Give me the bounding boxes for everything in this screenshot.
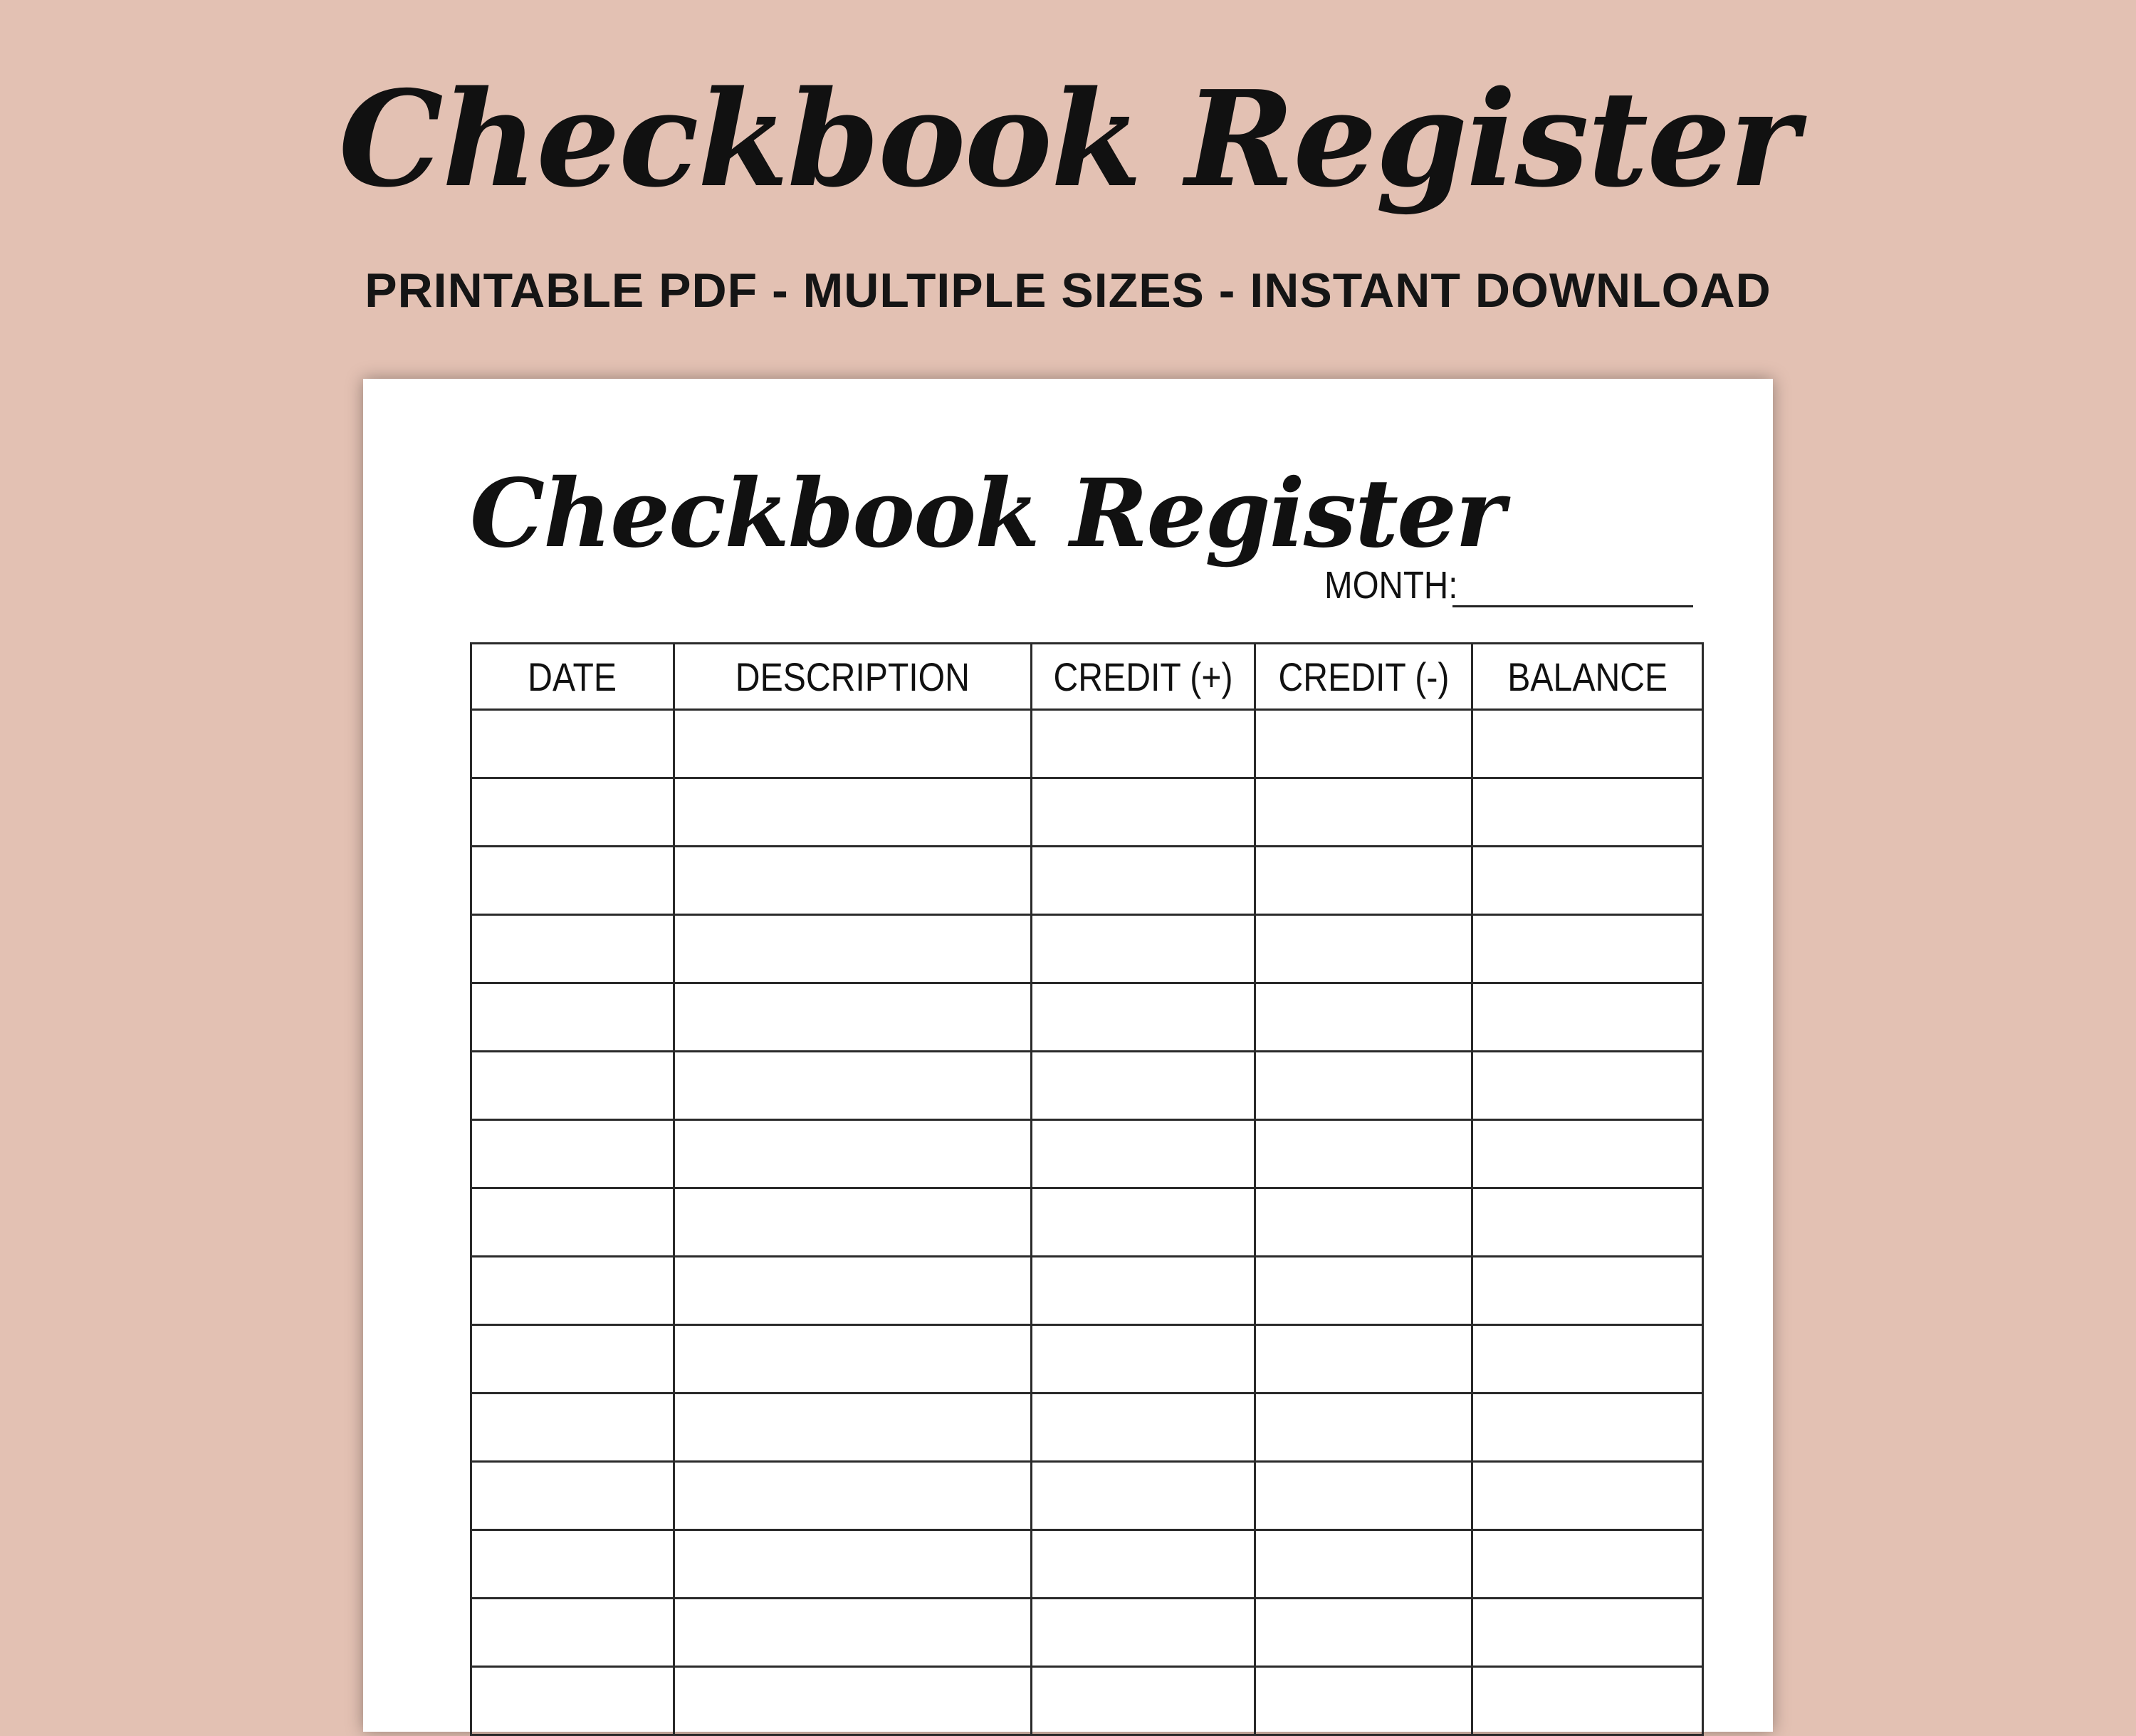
banner-subtitle: PRINTABLE PDF - MULTIPLE SIZES - INSTANT DOWNLOAD [365, 263, 1771, 318]
table-cell [1472, 1325, 1703, 1393]
table-cell [471, 1052, 674, 1120]
month-label: MONTH: [1324, 564, 1458, 607]
table-cell [674, 710, 1032, 778]
table-row [471, 1530, 1703, 1599]
table-cell [1472, 1188, 1703, 1257]
table-cell [674, 915, 1032, 983]
table-row [471, 1599, 1703, 1667]
table-cell [1255, 710, 1472, 778]
table-row [471, 1325, 1703, 1393]
table-cell [471, 847, 674, 915]
table-cell [1032, 915, 1255, 983]
sheet-title: Checkbook Register [470, 459, 1504, 569]
table-cell [471, 778, 674, 847]
register-table [470, 642, 1704, 1736]
table-cell [1032, 1120, 1255, 1188]
table-cell [471, 1530, 674, 1599]
table-cell [471, 1462, 674, 1530]
table-cell [1472, 983, 1703, 1052]
table-cell [1255, 1393, 1472, 1462]
table-cell [1032, 1052, 1255, 1120]
table-cell [471, 1667, 674, 1735]
table-cell [471, 1120, 674, 1188]
table-cell [1032, 710, 1255, 778]
table-cell [1032, 1530, 1255, 1599]
table-cell [1472, 1052, 1703, 1120]
banner-title: Checkbook Register [338, 61, 1798, 216]
table-cell [1255, 1120, 1472, 1188]
table-cell [1472, 1530, 1703, 1599]
table-cell [674, 1599, 1032, 1667]
table-cell [1032, 1599, 1255, 1667]
table-cell [1255, 1257, 1472, 1325]
table-row [471, 1188, 1703, 1257]
table-row [471, 710, 1703, 778]
table-cell [1472, 1257, 1703, 1325]
table-cell [1032, 1393, 1255, 1462]
table-row [471, 847, 1703, 915]
month-field [1324, 563, 1476, 608]
table-row [471, 1257, 1703, 1325]
table-cell [1255, 847, 1472, 915]
table-cell [1255, 1325, 1472, 1393]
table-cell [1472, 847, 1703, 915]
table-cell [1472, 1667, 1703, 1735]
table-cell [1255, 778, 1472, 847]
table-cell [471, 915, 674, 983]
table-cell [1032, 778, 1255, 847]
table-cell [471, 710, 674, 778]
column-header-balance: BALANCE [1472, 644, 1703, 710]
table-cell [674, 847, 1032, 915]
table-row [471, 1393, 1703, 1462]
table-cell [1255, 1188, 1472, 1257]
table-row [471, 778, 1703, 847]
table-row [471, 1052, 1703, 1120]
table-row [471, 915, 1703, 983]
table-cell [1472, 1120, 1703, 1188]
table-cell [1255, 1667, 1472, 1735]
table-cell [674, 1667, 1032, 1735]
table-cell [471, 1325, 674, 1393]
table-cell [674, 1188, 1032, 1257]
table-cell [1472, 915, 1703, 983]
table-cell [1255, 1052, 1472, 1120]
register-body [471, 710, 1703, 1735]
table-cell [674, 1120, 1032, 1188]
table-cell [1472, 710, 1703, 778]
column-header-date: DATE [471, 644, 674, 710]
table-cell [1032, 1257, 1255, 1325]
table-cell [1032, 983, 1255, 1052]
table-cell [1255, 1599, 1472, 1667]
table-cell [674, 778, 1032, 847]
table-cell [1255, 1530, 1472, 1599]
table-cell [1472, 778, 1703, 847]
table-cell [1255, 1462, 1472, 1530]
table-cell [1472, 1462, 1703, 1530]
table-cell [674, 1530, 1032, 1599]
table-cell [674, 1393, 1032, 1462]
table-cell [674, 1052, 1032, 1120]
table-cell [674, 1325, 1032, 1393]
column-header-description: DESCRIPTION [674, 644, 1032, 710]
table-row [471, 1667, 1703, 1735]
table-cell [1032, 1667, 1255, 1735]
table-cell [674, 1462, 1032, 1530]
table-cell [1255, 915, 1472, 983]
table-cell [471, 983, 674, 1052]
table-cell [1032, 1325, 1255, 1393]
table-row [471, 1120, 1703, 1188]
table-cell [471, 1257, 674, 1325]
register-sheet [363, 379, 1773, 1732]
table-cell [471, 1188, 674, 1257]
table-row [471, 1462, 1703, 1530]
table-cell [1472, 1393, 1703, 1462]
table-cell [471, 1393, 674, 1462]
table-cell [1472, 1599, 1703, 1667]
table-row [471, 983, 1703, 1052]
table-cell [1255, 983, 1472, 1052]
table-cell [1032, 1462, 1255, 1530]
table-cell [471, 1599, 674, 1667]
month-blank-line [1452, 605, 1693, 607]
table-cell [674, 983, 1032, 1052]
column-header-credit-plus: CREDIT (+) [1032, 644, 1255, 710]
column-header-credit-minus: CREDIT (-) [1255, 644, 1472, 710]
table-cell [1032, 847, 1255, 915]
table-cell [1032, 1188, 1255, 1257]
table-cell [674, 1257, 1032, 1325]
header-row [471, 644, 1703, 710]
